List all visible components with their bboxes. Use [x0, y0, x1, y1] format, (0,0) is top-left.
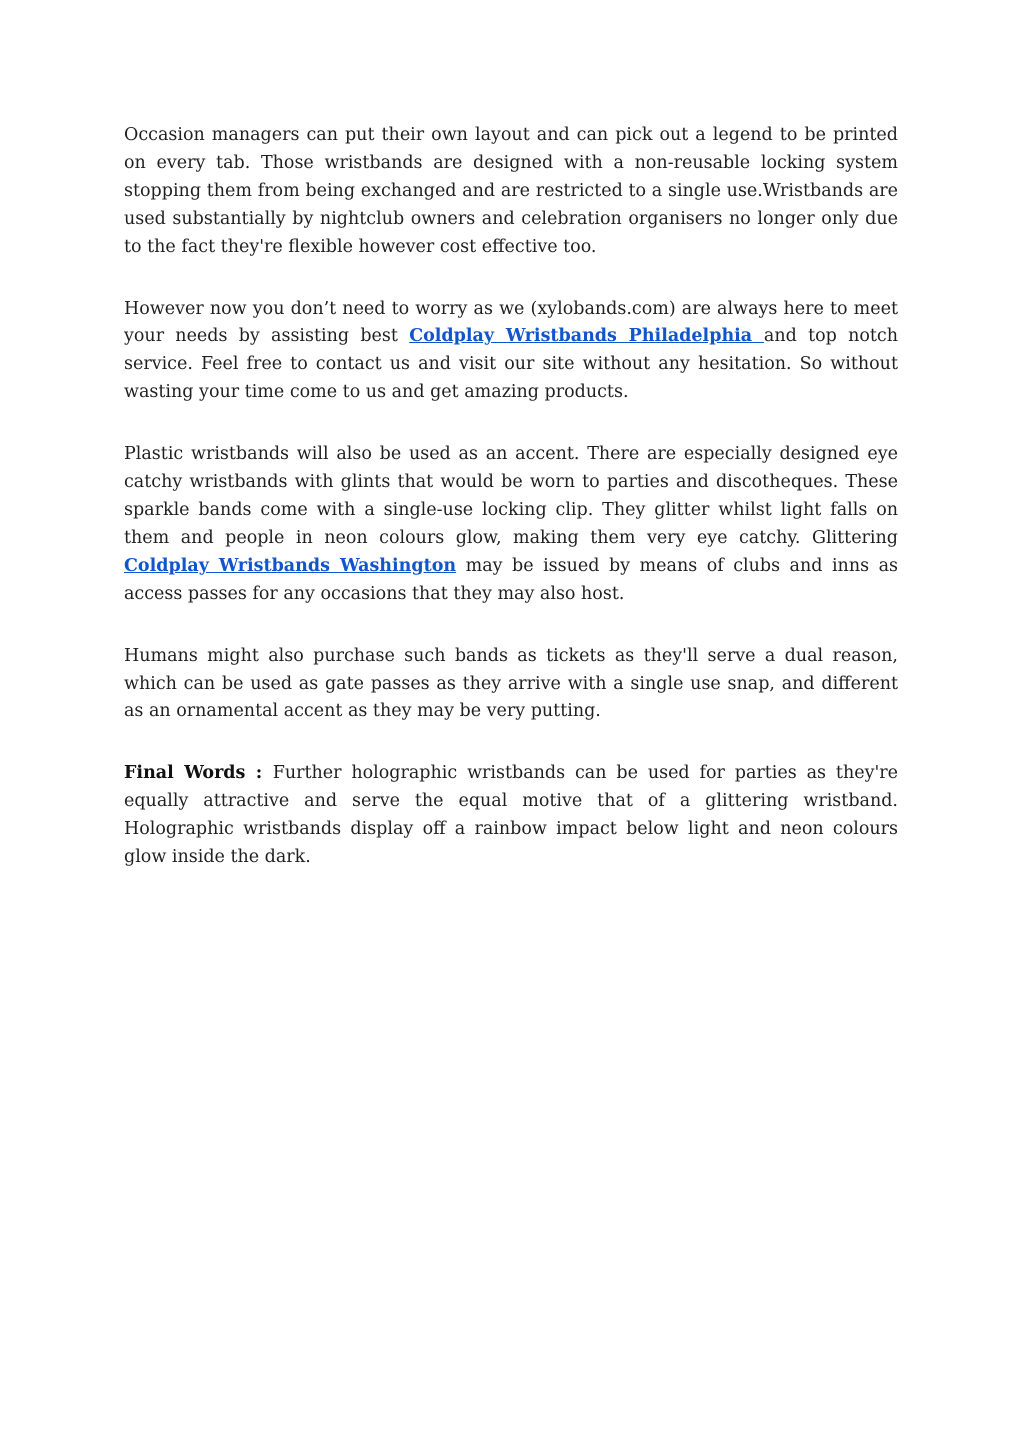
paragraph-xylobands [124, 296, 898, 408]
paragraph-text-after: and top notch service. Feel free to contact us and visit our site without any hesitation. So without wasting your time come to us and get amazing products. [124, 326, 898, 403]
document-body [124, 122, 898, 906]
paragraph-humans-purchase [124, 643, 898, 727]
paragraph-text-before: However now you don’t need to worry as we (xylobands.com) are always here to meet your needs by assisting best [124, 298, 898, 347]
paragraph-text: Occasion managers can put their own layout and can pick out a legend to be printed on every tab. Those wristbands are designed with a non-reusable locking system stopping them from being exchanged and are restricted to a single use.Wristbands are used substantially by nightclub owners and celebration organisers no longer only due to the fact they're flexible however cost effective too. [124, 125, 898, 257]
paragraph-text: Humans might also purchase such bands as tickets as they'll serve a dual reason, which can be used as gate passes as they arrive with a single use snap, and different as an ornamental accent as they may be very putting. [124, 645, 898, 722]
paragraph-final-words [124, 760, 898, 872]
coldplay-wristbands-washington-link[interactable]: Coldplay Wristbands Washington [124, 555, 457, 576]
paragraph-plastic-wristbands [124, 441, 898, 608]
paragraph-text-before: Plastic wristbands will also be used as an accent. There are especially designed eye catchy wristbands with glints that would be worn to parties and discotheques. These sparkle bands come with a single-use locking clip. They glitter whilst light falls on them and people in neon colours glow, making them very eye catchy. Glittering [124, 444, 898, 548]
coldplay-wristbands-philadelphia-link[interactable]: Coldplay Wristbands Philadelphia [409, 326, 764, 347]
paragraph-occasion-managers [124, 122, 898, 262]
final-words-label: Final Words : [124, 763, 273, 784]
paragraph-text: Further holographic wristbands can be used for parties as they're equally attractive and serve the equal motive that of a glittering wristband. Holographic wristbands display off a rainbow impact below light and neon colours glow inside the dark. [124, 763, 898, 868]
paragraph-text-after: may be issued by means of clubs and inns as access passes for any occasions that they may also host. [124, 555, 898, 604]
